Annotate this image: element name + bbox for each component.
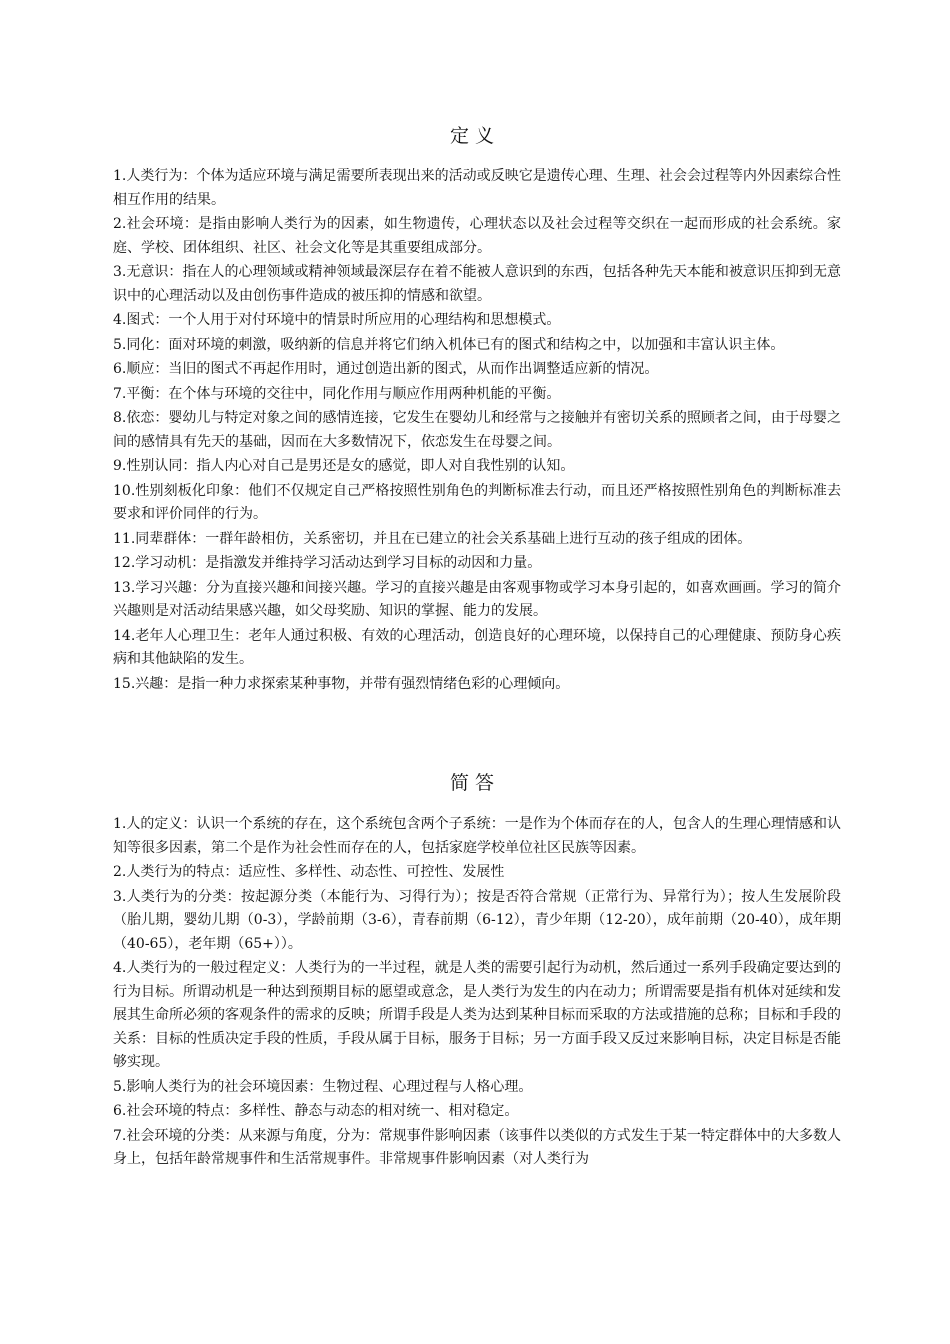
definition-item: 10.性别刻板化印象：他们不仅规定自己严格按照性别角色的判断标准去行动，而且还严格按照性别角色的判断标准去要求和评价同伴的行为。: [113, 482, 841, 522]
short-answer-item: 4.人类行为的一般过程定义：人类行为的一半过程，就是人类的需要引起行为动机，然后通过一系列手段确定要达到的行为目标。所谓动机是一种达到预期目标的愿望或意念，是人类行为发生的内在动力；所谓需要是指有机体对延续和发展其生命所必须的客观条件的需求的反映；所谓手段是人类为达到某种目标而采取的方法或措施的总称；目标和手段的关系：目标的性质决定手段的性质，手段从属于目标，服务于目标；另一方面手段又反过来影响目标，决定目标是否能够实现。: [113, 960, 841, 1070]
short-answer-item: 1.人的定义：认识一个系统的存在，这个系统包含两个子系统：一是作为个体而存在的人，包含人的生理心理情感和认知等很多因素，第二个是作为社会性而存在的人，包括家庭学校单位社区民族等因素。: [113, 816, 841, 856]
definition-item: 9.性别认同：指人内心对自己是男还是女的感觉，即人对自我性别的认知。: [113, 458, 575, 474]
definition-item: 11.同辈群体：一群年龄相仿，关系密切，并且在已建立的社会关系基础上进行互动的孩子组成的团体。: [113, 530, 752, 547]
short-answer-item: 2.人类行为的特点：适应性、多样性、动态性、可控性、发展性: [113, 864, 505, 880]
definition-item: 2.社会环境：是指由影响人类行为的因素，如生物遗传，心理状态以及社会过程等交织在一起而形成的社会系统。家庭、学校、团体组织、社区、社会文化等是其重要组成部分。: [113, 216, 841, 256]
definition-item: 4.图式：一个人用于对付环境中的情景时所应用的心理结构和思想模式。: [113, 312, 561, 328]
definition-item: 14.老年人心理卫生：老年人通过积极、有效的心理活动，创造良好的心理环境，以保持自己的心理健康、预防身心疾病和其他缺陷的发生。: [113, 627, 841, 667]
definition-item: 1.人类行为：个体为适应环境与满足需要所表现出来的活动或反映它是遗传心理、生理、社会会过程等内外因素综合性相互作用的结果。: [113, 168, 841, 208]
definition-item: 5.同化：面对环境的刺激，吸纳新的信息并将它们纳入机体已有的图式和结构之中，以加强和丰富认识主体。: [113, 336, 785, 353]
definition-item: 7.平衡：在个体与环境的交往中，同化作用与顺应作用两种机能的平衡。: [113, 385, 561, 402]
definition-item: 13.学习兴趣：分为直接兴趣和间接兴趣。学习的直接兴趣是由客观事物或学习本身引起的，如喜欢画画。学习的简介兴趣则是对活动结果感兴趣，如父母奖励、知识的掌握、能力的发展。: [113, 579, 841, 619]
short-answer-item: 3.人类行为的分类：按起源分类（本能行为、习得行为）；按是否符合常规（正常行为、异常行为）；按人生发展阶段（胎儿期，婴幼儿期（0-3），学龄前期（3-6），青春前期（6-12），青少年期（12-20），成年前期（20-40），成年期（40-65），老年期（65+））。: [113, 888, 841, 952]
short-answer-item: 5.影响人类行为的社会环境因素：生物过程、心理过程与人格心理。: [113, 1078, 533, 1095]
definition-item: 8.依恋：婴幼儿与特定对象之间的感情连接，它发生在婴幼儿和经常与之接触并有密切关系的照顾者之间，由于母婴之间的感情具有先天的基础，因而在大多数情况下，依恋发生在母婴之间。: [113, 410, 841, 450]
short-answers-heading: 简答: [449, 772, 500, 794]
short-answers-list: [113, 813, 841, 1173]
definition-item: 6.顺应：当旧的图式不再起作用时，通过创造出新的图式，从而作出调整适应新的情况。: [113, 361, 659, 377]
definition-item: 15.兴趣：是指一种力求探索某种事物，并带有强烈情绪色彩的心理倾向。: [113, 675, 570, 692]
definition-item: 3.无意识：指在人的心理领域或精神领域最深层存在着不能被人意识到的东西，包括各种先天本能和被意识压抑到无意识中的心理活动以及由创伤事件造成的被压抑的情感和欲望。: [113, 264, 841, 304]
short-answer-item: 7.社会环境的分类：从来源与角度，分为：常规事件影响因素（该事件以类似的方式发生于某一特定群体中的大多数人身上，包括年龄常规事件和生活常规事件。非常规事件影响因素（对人类行为: [113, 1127, 841, 1167]
definition-item: 12.学习动机：是指激发并维持学习活动达到学习目标的动因和力量。: [113, 555, 542, 571]
definitions-heading: 定义: [449, 125, 500, 147]
short-answer-item: 6.社会环境的特点：多样性、静态与动态的相对统一、相对稳定。: [113, 1103, 519, 1119]
definitions-list: [113, 165, 841, 697]
